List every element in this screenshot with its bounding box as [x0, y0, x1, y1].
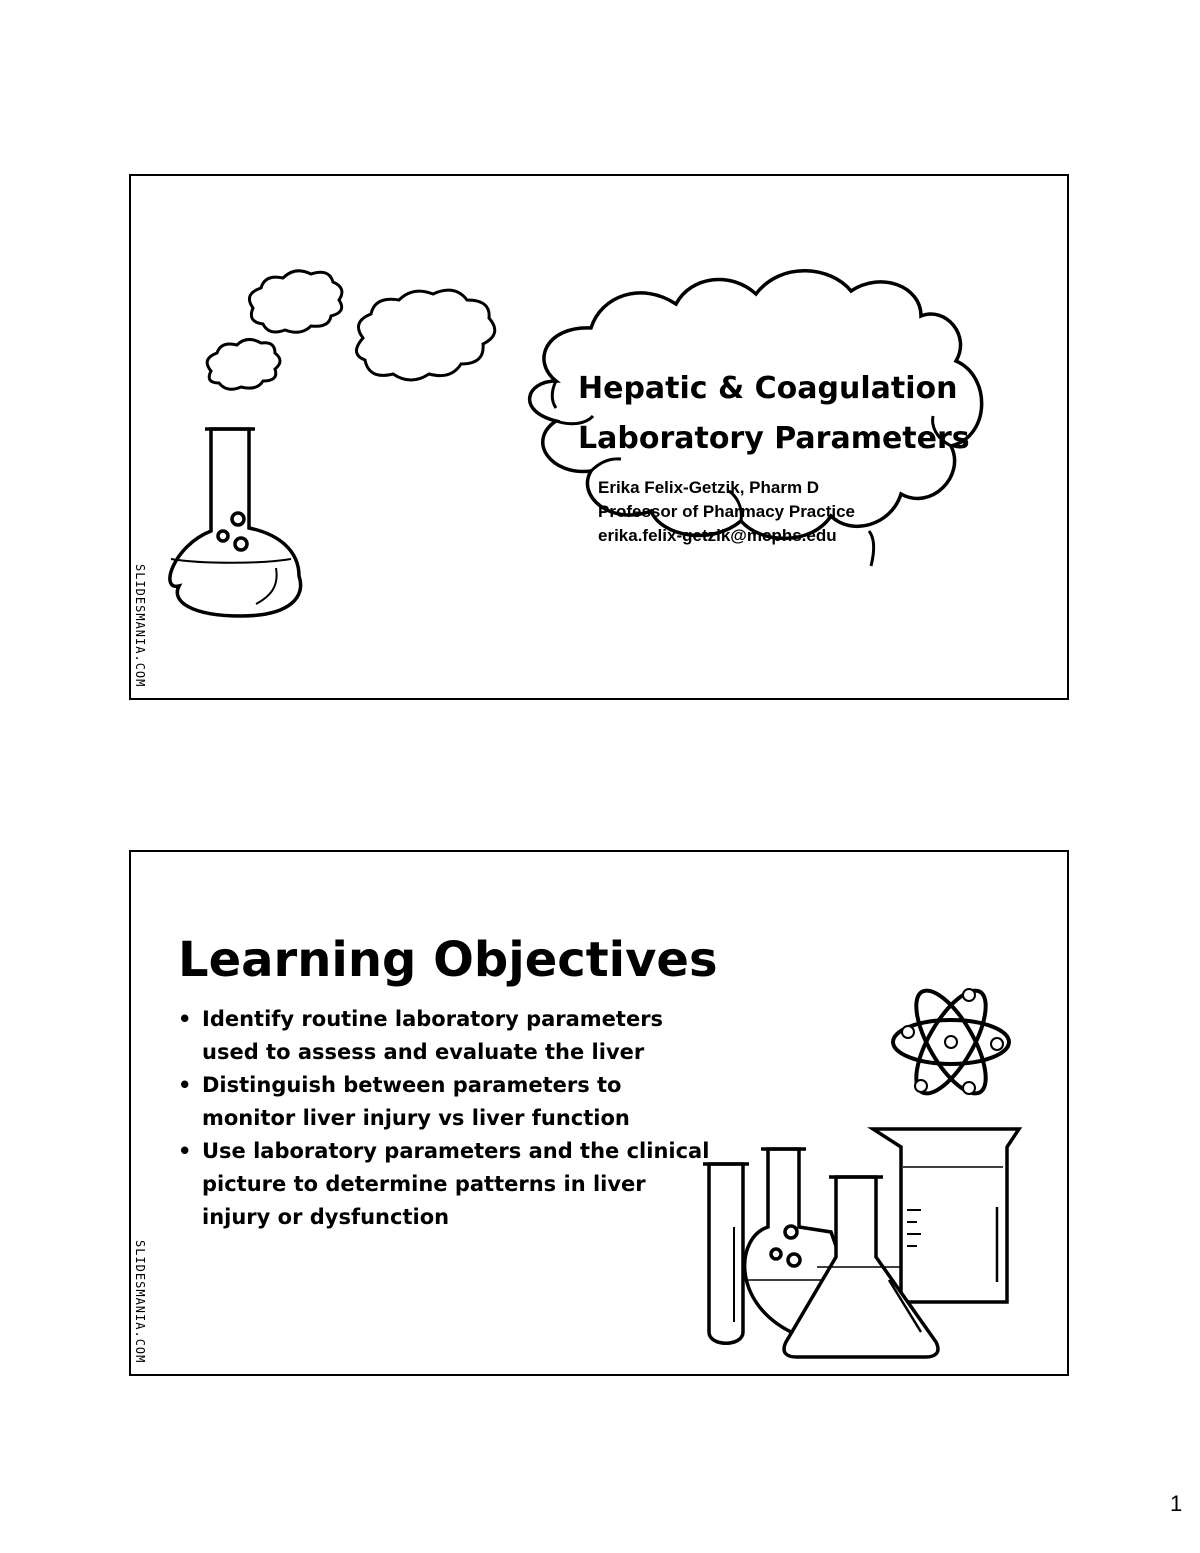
- smoke-cloud-icon: [207, 339, 280, 389]
- title-line-1: Hepatic & Coagulation: [578, 371, 958, 406]
- author-role: Professor of Pharmacy Practice: [598, 502, 856, 521]
- slide-title: Learning Objectives: [178, 932, 718, 988]
- flask-icon: [170, 429, 301, 616]
- smoke-cloud-icon: [356, 290, 494, 380]
- slide-title: [578, 364, 970, 464]
- author-block: [598, 476, 855, 548]
- page-number: 1: [1170, 1491, 1183, 1516]
- list-item: • Use laboratory parameters and the clinical picture to determine patterns in liver injury or dysfunction: [178, 1135, 718, 1234]
- smoke-cloud-icon: [249, 271, 341, 332]
- title-slide: [129, 174, 1069, 700]
- author-email: erika.felix-getzik@mcphs.edu: [598, 526, 837, 545]
- beaker-icon: [873, 1129, 1019, 1302]
- objectives-slide: [129, 850, 1069, 1376]
- list-item: • Distinguish between parameters to monitor liver injury vs liver function: [178, 1069, 718, 1135]
- slide2-illustration: [131, 852, 1069, 1376]
- watermark: SLIDESMANIA.COM: [133, 564, 147, 688]
- list-item: • Identify routine laboratory parameters used to assess and evaluate the liver: [178, 1003, 718, 1069]
- watermark: SLIDESMANIA.COM: [133, 1240, 147, 1364]
- atom-icon: [893, 981, 1009, 1103]
- title-line-2: Laboratory Parameters: [578, 421, 970, 456]
- test-tube-icon: [703, 1164, 749, 1343]
- author-name: Erika Felix-Getzik, Pharm D: [598, 478, 820, 497]
